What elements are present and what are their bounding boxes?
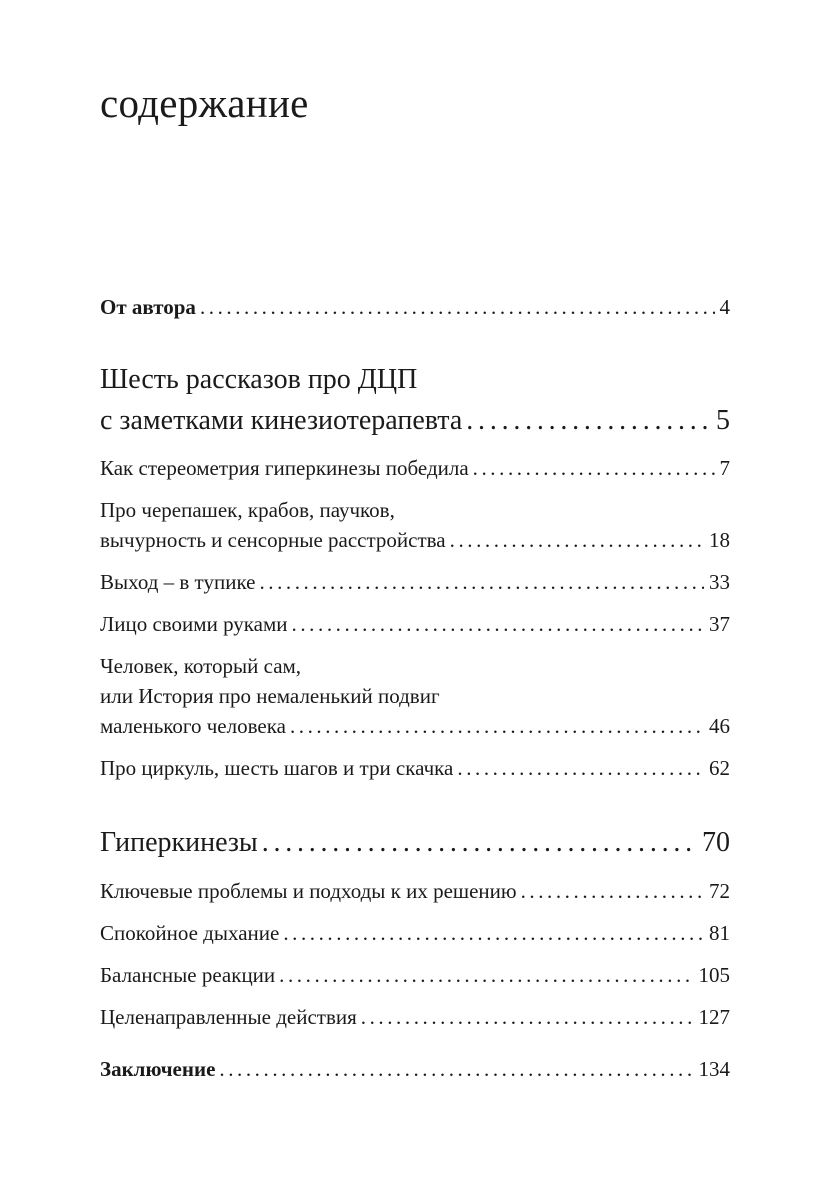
toc-entry [100, 651, 730, 741]
toc-entry-title: Гиперкинезы [100, 827, 258, 859]
toc-page-number: 18 [709, 528, 730, 553]
toc-page-number: 7 [719, 456, 730, 481]
dot-leader [219, 1054, 693, 1084]
toc-page-number: 81 [709, 921, 730, 946]
toc-entry-line: Шесть рассказов про ДЦП [100, 364, 418, 396]
toc-entry [100, 876, 730, 906]
toc-entry-title: Целенаправленные действия [100, 1005, 357, 1030]
toc-page-number: 46 [709, 714, 730, 739]
toc-entry-title: Заключение [100, 1057, 216, 1082]
toc-entry-title: Как стереометрия гиперкинезы победила [100, 456, 469, 481]
dot-leader [450, 525, 704, 555]
dot-leader [279, 960, 693, 990]
toc-page-number: 72 [709, 879, 730, 904]
dot-leader [457, 753, 704, 783]
toc-entry [100, 1002, 730, 1032]
toc-entry-title: Спокойное дыхание [100, 921, 280, 946]
dot-leader [473, 453, 715, 483]
dot-leader [361, 1002, 694, 1032]
toc-entry [100, 753, 730, 783]
table-of-contents [100, 292, 730, 1084]
toc-page-number: 127 [698, 1005, 730, 1030]
dot-leader [466, 401, 711, 442]
toc-entry [100, 823, 730, 864]
toc-page-number: 62 [709, 756, 730, 781]
toc-entry-title: Ключевые проблемы и подходы к их решению [100, 879, 517, 904]
toc-entry [100, 292, 730, 322]
toc-entry [100, 567, 730, 597]
toc-page-number: 33 [709, 570, 730, 595]
dot-leader [259, 567, 704, 597]
toc-entry-title: маленького человека [100, 714, 286, 739]
toc-entry-title: От автора [100, 295, 196, 320]
toc-entry [100, 960, 730, 990]
toc-entry-line: Про черепашек, крабов, паучков, [100, 498, 395, 523]
dot-leader [200, 292, 715, 322]
toc-entry-title: Выход – в тупике [100, 570, 256, 595]
toc-entry [100, 918, 730, 948]
page-title: содержание [100, 80, 309, 126]
toc-entry-title: Про циркуль, шесть шагов и три скачка [100, 756, 454, 781]
dot-leader [521, 876, 704, 906]
toc-page-number: 37 [709, 612, 730, 637]
toc-entry [100, 360, 730, 441]
dot-leader [290, 711, 704, 741]
dot-leader [262, 823, 697, 864]
toc-entry-title: с заметками кинезиотерапевта [100, 404, 463, 436]
toc-page-number: 5 [716, 404, 730, 436]
toc-entry-line: Человек, который сам, [100, 654, 302, 679]
toc-entry-title: вычурность и сенсорные расстройства [100, 528, 446, 553]
dot-leader [292, 609, 704, 639]
toc-entry [100, 1054, 730, 1084]
toc-page-number: 134 [698, 1057, 730, 1082]
dot-leader [283, 918, 704, 948]
toc-entry-line: или История про немаленький подвиг [100, 684, 440, 709]
toc-entry [100, 495, 730, 555]
toc-entry-title: Лицо своими руками [100, 612, 288, 637]
toc-entry [100, 453, 730, 483]
toc-page-number: 4 [719, 295, 730, 320]
toc-page-number: 105 [698, 963, 730, 988]
toc-page-number: 70 [702, 827, 730, 859]
toc-entry [100, 609, 730, 639]
toc-entry-title: Балансные реакции [100, 963, 276, 988]
